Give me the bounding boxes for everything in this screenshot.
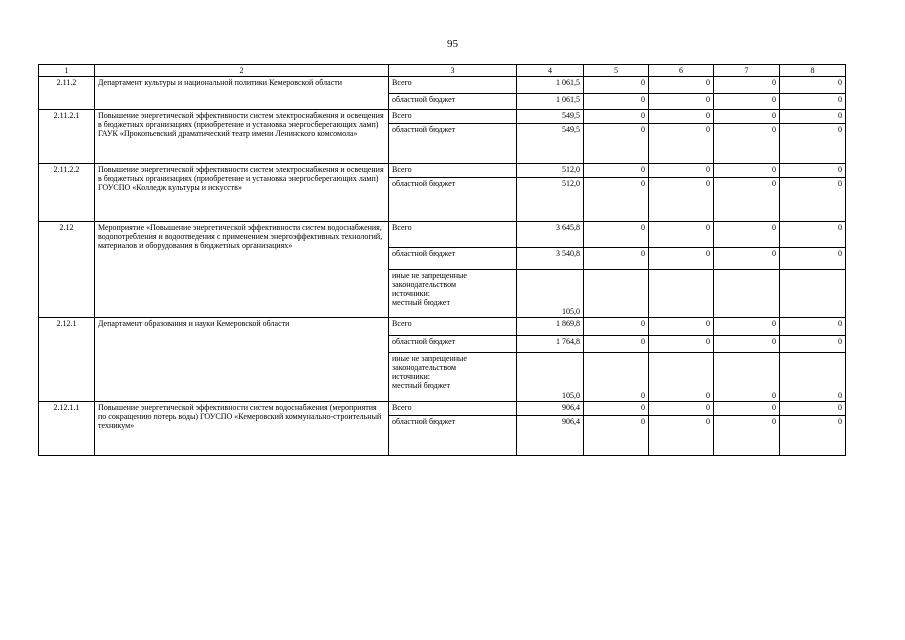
value-cell: 0	[649, 248, 714, 270]
row-code: 2.12	[39, 222, 95, 318]
value-cell: 0	[584, 318, 649, 336]
value-cell: 0	[649, 110, 714, 124]
header-cell: 3	[389, 65, 517, 77]
header-row	[39, 65, 846, 77]
header-cell: 1	[39, 65, 95, 77]
value-cell: 0	[649, 416, 714, 456]
value-cell: 0	[714, 110, 780, 124]
row-name: Департамент культуры и национальной политики Кемеровской области	[95, 77, 389, 110]
value-cell: 512,0	[517, 178, 584, 222]
value-cell: 0	[584, 402, 649, 416]
source-label: Всего	[389, 402, 517, 416]
value-cell: 0	[584, 124, 649, 164]
value-cell: 0	[780, 178, 846, 222]
value-cell: 0	[584, 164, 649, 178]
value-cell: 0	[714, 124, 780, 164]
value-cell: 0	[780, 336, 846, 353]
value-cell: 0	[649, 336, 714, 353]
row-code: 2.11.2.2	[39, 164, 95, 222]
value-cell: 0	[584, 178, 649, 222]
table-row	[39, 77, 846, 94]
value-cell: 1 764,8	[517, 336, 584, 353]
value-cell: 0	[714, 353, 780, 402]
value-cell: 0	[584, 416, 649, 456]
value-cell: 1 061,5	[517, 94, 584, 110]
value-cell: 0	[714, 164, 780, 178]
row-code: 2.11.2	[39, 77, 95, 110]
value-cell: 0	[780, 77, 846, 94]
source-label: иные не запрещенные законодательством источники: местный бюджет	[389, 270, 517, 318]
source-label: областной бюджет	[389, 124, 517, 164]
source-label: Всего	[389, 77, 517, 94]
value-cell: 0	[714, 318, 780, 336]
source-label: областной бюджет	[389, 94, 517, 110]
value-cell: 0	[780, 353, 846, 402]
row-code: 2.11.2.1	[39, 110, 95, 164]
value-cell: 0	[780, 416, 846, 456]
header-cell: 4	[517, 65, 584, 77]
value-cell: 0	[649, 164, 714, 178]
table-row	[39, 318, 846, 336]
table-row	[39, 402, 846, 416]
value-cell: 3 645,8	[517, 222, 584, 248]
value-cell	[649, 270, 714, 318]
value-cell: 0	[584, 222, 649, 248]
value-cell	[584, 270, 649, 318]
value-cell: 0	[584, 77, 649, 94]
value-cell: 0	[649, 124, 714, 164]
value-cell: 0	[780, 402, 846, 416]
row-name: Повышение энергетической эффективности систем водоснабжения (мероприятия по сокращению потерь воды) ГОУСПО «Кемеровский коммунально-строительный техникум»	[95, 402, 389, 456]
value-cell: 0	[780, 124, 846, 164]
value-cell: 0	[649, 222, 714, 248]
value-cell: 0	[649, 353, 714, 402]
budget-table	[38, 64, 846, 456]
source-label: областной бюджет	[389, 248, 517, 270]
source-label: областной бюджет	[389, 336, 517, 353]
value-cell: 0	[714, 77, 780, 94]
row-name: Департамент образования и науки Кемеровской области	[95, 318, 389, 402]
value-cell: 0	[714, 222, 780, 248]
source-label: Всего	[389, 318, 517, 336]
value-cell: 0	[584, 353, 649, 402]
header-cell: 6	[649, 65, 714, 77]
value-cell: 0	[714, 94, 780, 110]
header-cell: 2	[95, 65, 389, 77]
value-cell: 0	[780, 110, 846, 124]
value-cell	[780, 270, 846, 318]
value-cell: 0	[780, 318, 846, 336]
value-cell: 0	[780, 248, 846, 270]
row-code: 2.12.1	[39, 318, 95, 402]
value-cell: 0	[714, 248, 780, 270]
value-cell: 0	[649, 178, 714, 222]
table-row	[39, 164, 846, 178]
value-cell: 105,0	[517, 353, 584, 402]
value-cell: 1 869,8	[517, 318, 584, 336]
value-cell: 0	[649, 94, 714, 110]
source-label: Всего	[389, 164, 517, 178]
value-cell: 0	[714, 178, 780, 222]
value-cell: 0	[649, 402, 714, 416]
value-cell: 3 540,8	[517, 248, 584, 270]
value-cell: 906,4	[517, 416, 584, 456]
value-cell: 0	[584, 336, 649, 353]
row-code: 2.12.1.1	[39, 402, 95, 456]
value-cell: 0	[714, 336, 780, 353]
value-cell: 0	[780, 222, 846, 248]
value-cell: 906,4	[517, 402, 584, 416]
value-cell: 0	[584, 94, 649, 110]
value-cell: 0	[780, 164, 846, 178]
value-cell: 0	[584, 248, 649, 270]
source-label: Всего	[389, 110, 517, 124]
value-cell: 1 061,5	[517, 77, 584, 94]
value-cell: 0	[649, 318, 714, 336]
value-cell	[714, 270, 780, 318]
value-cell: 105,0	[517, 270, 584, 318]
row-name: Мероприятие «Повышение энергетической эффективности систем водоснабжения, водопотребления и водоотведения с применением энергоэффективных технологий, материалов и оборудования в бюджетных организациях»	[95, 222, 389, 318]
header-cell: 7	[714, 65, 780, 77]
source-label: иные не запрещенные законодательством источники: местный бюджет	[389, 353, 517, 402]
row-name: Повышение энергетической эффективности систем электроснабжения и освещения в бюджетных организациях (приобретение и установка энергосберегающих ламп) ГОУСПО «Колледж культуры и искусств»	[95, 164, 389, 222]
value-cell: 549,5	[517, 124, 584, 164]
source-label: Всего	[389, 222, 517, 248]
value-cell: 0	[584, 110, 649, 124]
value-cell: 0	[714, 416, 780, 456]
value-cell: 0	[649, 77, 714, 94]
page-number: 95	[447, 38, 458, 50]
table-row	[39, 110, 846, 124]
header-cell: 8	[780, 65, 846, 77]
value-cell: 0	[714, 402, 780, 416]
source-label: областной бюджет	[389, 178, 517, 222]
value-cell: 512,0	[517, 164, 584, 178]
value-cell: 549,5	[517, 110, 584, 124]
source-label: областной бюджет	[389, 416, 517, 456]
header-cell: 5	[584, 65, 649, 77]
value-cell: 0	[780, 94, 846, 110]
table-row	[39, 222, 846, 248]
row-name: Повышение энергетической эффективности систем электроснабжения и освещения в бюджетных организациях (приобретение и установка энергосберегающих ламп) ГАУК «Прокопьевский драматический театр имени Ленинского комсомола»	[95, 110, 389, 164]
